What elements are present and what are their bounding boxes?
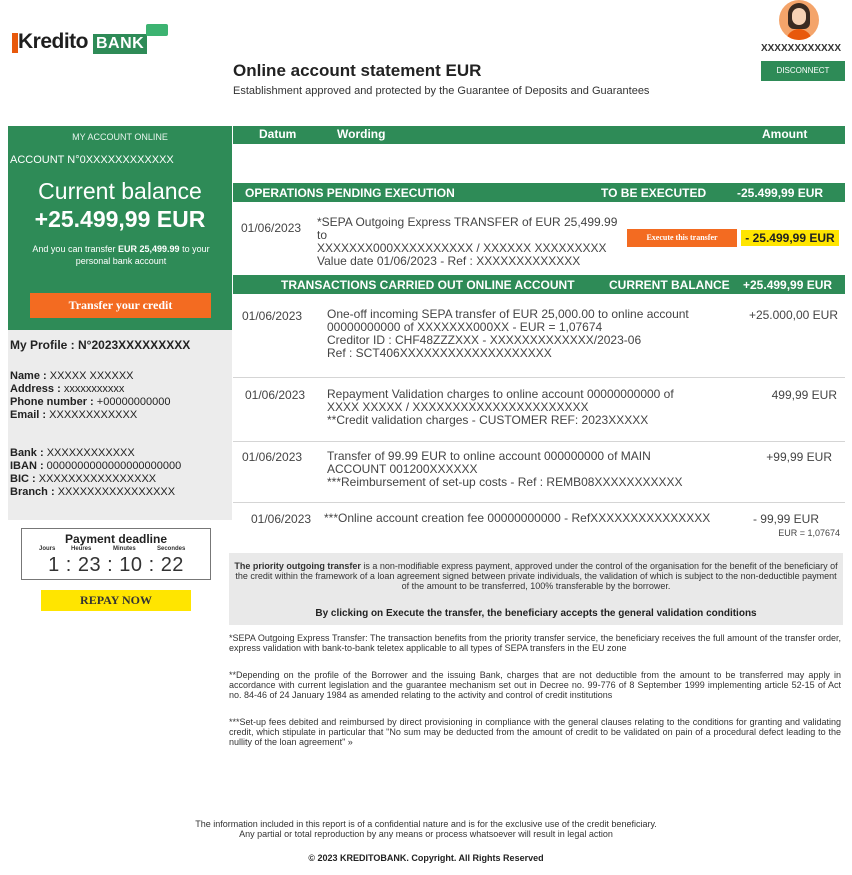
deadline-unit-hours: Heures xyxy=(71,546,92,552)
repay-now-button[interactable]: REPAY NOW xyxy=(41,590,191,611)
profile-branch-value: XXXXXXXXXXXXXXXX xyxy=(57,486,176,498)
balance-title: Current balance xyxy=(38,178,202,204)
profile-iban xyxy=(10,460,181,472)
fine-print-3: ***Set-up fees debited and reimbursed by direct provisioning in compliance with the general clauses relating to the conditions for granting and validating credit, which stipulate in particular that "No sum may be deducted from the amount of credit to be validated on pain of a procedural defect leading to the nullity of the loan agreement" » xyxy=(229,717,841,747)
transfer-note-prefix: And you can transfer xyxy=(32,244,116,254)
page-subtitle: Establishment approved and protected by the Guarantee of Deposits and Guarantees xyxy=(233,85,650,97)
table-row-line: Repayment Validation charges to online account 00000000000 of xyxy=(327,387,674,401)
deadline-unit-seconds: Secondes xyxy=(157,546,186,552)
profile-address xyxy=(10,383,124,395)
transfer-note-amount: EUR 25,499.99 xyxy=(118,244,180,254)
payment-deadline-box xyxy=(21,528,211,580)
profile-phone-value: +00000000000 xyxy=(96,396,171,408)
fine-print-1: *SEPA Outgoing Express Transfer: The transaction benefits from the priority transfer service, the beneficiary receives the full amount of the transfer order, express validation with bank-to-bank teletex applicable to all types of SEPA transfers in the EU zone xyxy=(229,633,841,653)
logo-text: Kredito xyxy=(18,30,88,53)
footer-line-1: The information included in this report is of a confidential nature and is for the exclusive use of the credit beneficiary. xyxy=(195,819,657,829)
table-row-amount: +25.000,00 EUR xyxy=(748,308,838,322)
deadline-title: Payment deadline xyxy=(64,532,168,546)
priority-transfer-text xyxy=(232,561,840,591)
table-row-line: Creditor ID : CHF48ZZZXXX - XXXXXXXXXXXXX/2023-06 xyxy=(327,333,642,347)
deadline-timer: 1 : 23 : 10 : 22 xyxy=(48,554,184,576)
deadline-unit-minutes: Minutes xyxy=(113,546,136,552)
profile-branch-label: Branch : xyxy=(10,486,55,498)
fine-print-2: **Depending on the profile of the Borrower and the issuing Bank, charges that are not deductible from the amount to be transferred may apply in accordance with current legislation and the guarantee mechanism set out in Decree no. 99-776 of 8 September 1999 implementing article 52-15 of Act no. 84-46 of 24 January 1984 as amended relating to the activity and control of credit institutions xyxy=(229,670,841,700)
pending-row-line: *SEPA Outgoing Express TRANSFER of EUR 25,499.99 to xyxy=(317,215,618,242)
table-row-wording xyxy=(327,450,747,489)
profile-branch xyxy=(10,486,175,498)
table-row-amount: +99,99 EUR xyxy=(766,450,832,464)
pending-row-amount: - 25.499,99 EUR xyxy=(741,230,839,246)
profile-bic xyxy=(10,473,156,485)
profile-bank-label: Bank : xyxy=(10,447,44,459)
pending-row-date: 01/06/2023 xyxy=(241,221,302,235)
profile-bic-label: BIC : xyxy=(10,473,36,485)
priority-transfer-lead: The priority outgoing transfer xyxy=(234,561,361,571)
execute-transfer-button[interactable]: Execute this transfer xyxy=(627,229,737,247)
account-number: ACCOUNT N°0XXXXXXXXXXXX xyxy=(10,154,174,166)
account-summary-panel xyxy=(8,126,232,330)
priority-transfer-body: is a non-modifiable express payment, approved under the control of the organisation for the benefit of the beneficiary of the credit within the framework of a loan agreement signed between private individuals, the validation of which is subject to the non-deductible payment of the amount to be transferred, 100% transferable by the borrower. xyxy=(235,561,838,591)
pending-row-line: Value date 01/06/2023 - Ref : XXXXXXXXXXXXX xyxy=(317,254,581,268)
username: XXXXXXXXXXXX xyxy=(760,43,842,54)
profile-phone-label: Phone number : xyxy=(10,396,94,408)
table-row-line: XXXX XXXXX / XXXXXXXXXXXXXXXXXXXXXX xyxy=(327,400,589,414)
avatar-body-icon xyxy=(786,29,812,40)
pending-row-wording xyxy=(317,216,622,268)
profile-phone xyxy=(10,396,171,408)
table-row-date: 01/06/2023 xyxy=(245,388,306,402)
footer-line-2: Any partial or total reproduction by any means or process whatsoever will result in legal action xyxy=(239,829,613,839)
table-row-line: ACCOUNT 001200XXXXXX xyxy=(327,462,478,476)
footer-disclaimer xyxy=(0,819,852,839)
brand-logo xyxy=(12,24,172,60)
transfer-note xyxy=(16,243,226,267)
profile-iban-value: 0000000000000000000000 xyxy=(46,460,182,472)
balance-value: +25.499,99 EUR xyxy=(34,206,206,232)
carried-out-label: TRANSACTIONS CARRIED OUT ONLINE ACCOUNT xyxy=(281,278,575,292)
fx-rate: EUR = 1,07674 xyxy=(778,528,840,538)
avatar-face-icon xyxy=(792,8,806,25)
my-account-label: MY ACCOUNT ONLINE xyxy=(72,132,168,142)
profile-address-value: xxxxxxxxxxx xyxy=(63,383,125,395)
profile-email xyxy=(10,409,137,421)
profile-title: My Profile : N°2023XXXXXXXXX xyxy=(10,338,191,352)
profile-bank-value: XXXXXXXXXXXX xyxy=(46,447,135,459)
pending-band xyxy=(233,183,845,202)
deadline-unit-days: Jours xyxy=(39,546,56,552)
avatar xyxy=(779,0,819,40)
table-row-line: One-off incoming SEPA transfer of EUR 25,000.00 to online account xyxy=(327,307,689,321)
transfer-credit-button[interactable]: Transfer your credit xyxy=(30,293,211,318)
col-date: Datum xyxy=(259,127,297,141)
col-wording: Wording xyxy=(337,127,386,141)
profile-name-value: XXXXX XXXXXX xyxy=(49,370,134,382)
table-row-date: 01/06/2023 xyxy=(242,309,303,323)
row-divider xyxy=(233,377,845,378)
row-divider xyxy=(233,502,845,503)
table-row-line: **Credit validation charges - CUSTOMER REF: 2023XXXXX xyxy=(327,413,649,427)
logo-bank: BANK xyxy=(93,34,147,54)
carried-out-band xyxy=(233,275,845,294)
table-row-amount: 499,99 EUR xyxy=(771,388,837,402)
col-amount: Amount xyxy=(762,127,808,141)
accept-conditions-text: By clicking on Execute the transfer, the beneficiary accepts the general validation conditions xyxy=(315,608,757,619)
table-row-line: 00000000000 of XXXXXXX000XX - EUR = 1,07674 xyxy=(327,320,603,334)
profile-panel xyxy=(8,330,232,520)
pending-total: -25.499,99 EUR xyxy=(737,186,824,200)
table-row-line: Ref : SCT406XXXXXXXXXXXXXXXXXXX xyxy=(327,346,552,360)
table-row-line: Transfer of 99.99 EUR to online account 000000000 of MAIN xyxy=(327,449,651,463)
table-header xyxy=(233,126,845,144)
transfer-note-suffix: to your personal bank account xyxy=(75,244,210,266)
page-title: Online account statement EUR xyxy=(233,61,482,80)
footer-copyright: © 2023 KREDITOBANK. Copyright. All Rights Reserved xyxy=(308,853,544,863)
profile-name xyxy=(10,370,134,382)
pending-row-line: XXXXXXX000XXXXXXXXXX / XXXXXX XXXXXXXXX xyxy=(317,241,607,255)
table-row-wording xyxy=(327,308,747,360)
profile-bic-value: XXXXXXXXXXXXXXXX xyxy=(38,473,157,485)
table-row-date: 01/06/2023 xyxy=(242,450,303,464)
pending-status: TO BE EXECUTED xyxy=(601,186,707,200)
profile-iban-label: IBAN : xyxy=(10,460,44,472)
profile-name-label: Name : xyxy=(10,370,47,382)
table-row-wording xyxy=(324,512,744,525)
row-divider xyxy=(233,441,845,442)
carried-out-status: CURRENT BALANCE xyxy=(609,278,730,292)
table-row-amount: - 99,99 EUR xyxy=(752,512,819,526)
table-row-date: 01/06/2023 xyxy=(251,512,312,526)
table-row-wording xyxy=(327,388,747,427)
table-row-line: ***Reimbursement of set-up costs - Ref : REMB08XXXXXXXXXXX xyxy=(327,475,683,489)
logo-badge-icon xyxy=(146,24,168,36)
carried-out-total: +25.499,99 EUR xyxy=(743,278,833,292)
profile-email-label: Email : xyxy=(10,409,47,421)
profile-bank xyxy=(10,447,135,459)
profile-email-value: XXXXXXXXXXXX xyxy=(49,409,138,421)
profile-address-label: Address : xyxy=(10,383,61,395)
pending-label: OPERATIONS PENDING EXECUTION xyxy=(245,186,455,200)
disconnect-button[interactable]: DISCONNECT xyxy=(761,61,845,81)
priority-transfer-info xyxy=(229,553,843,625)
table-row-line: ***Online account creation fee 00000000000 - RefXXXXXXXXXXXXXXX xyxy=(324,511,711,525)
